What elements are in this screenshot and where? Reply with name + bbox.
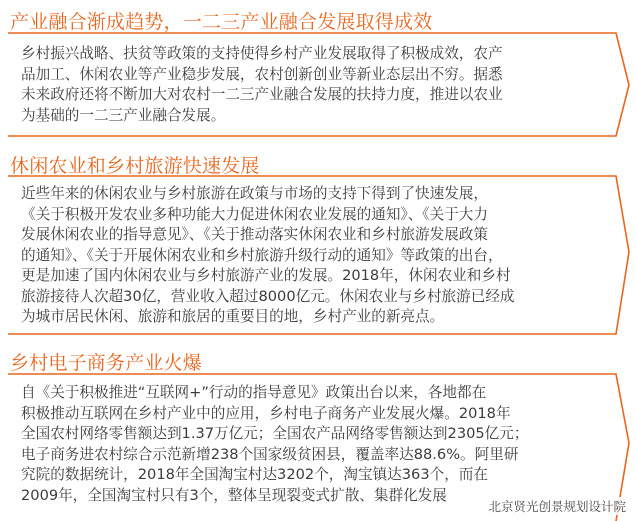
body-line: 《关于积极开发农业多种功能大力促进休闲农业发展的通知》、《关于大力 (21, 205, 488, 223)
body-line: 为城市居民休闲、旅游和旅居的重要目的地，乡村产业的新亮点。 (21, 308, 445, 325)
body-line: 的通知》、《关于开展休闲农业和乡村旅游升级行动的通知》等政策的出台， (21, 246, 503, 264)
section-body (21, 44, 619, 126)
section-leisure-agriculture (0, 146, 636, 341)
body-line: 2009年，全国淘宝村只有3个，整体呈现裂变式扩散、集群化发展 (21, 486, 447, 504)
body-line: 未来政府还将不断加大对农村一二三产业融合发展的扶持力度，推进以农业 (21, 86, 503, 103)
section-heading: 休闲农业和乡村旅游快速发展 (10, 155, 260, 177)
body-line: 发展休闲农业的指导意见》、《关于推动落实休闲农业和乡村旅游发展政策 (21, 226, 488, 243)
body-line: 全国农村网络零售额达到1.37万亿元；全国农产品网络零售额达到2305亿元； (21, 425, 529, 442)
body-line: 为基础的一二三产业融合发展。 (21, 106, 226, 124)
watermark: 北京贤光创景规划设计院 (488, 499, 626, 514)
body-line: 乡村振兴战略、扶贫等政策的支持使得乡村产业发展取得了积极成效，农产 (21, 45, 503, 62)
body-line: 积极推动互联网在乡村产业中的应用，乡村电子商务产业发展火爆。2018年 (21, 404, 511, 422)
body-line: 近些年来的休闲农业与乡村旅游在政策与市场的支持下得到了快速发展， (21, 185, 489, 202)
body-line: 电子商务进农村综合示范新增238个国家级贫困县，覆盖率达88.6%。阿里研 (21, 445, 519, 463)
section-body (21, 383, 619, 506)
section-body (21, 184, 619, 328)
body-line: 品加工、休闲农业等产业稳步发展，农村创新创业等新业态层出不穷。据悉 (21, 65, 503, 83)
body-line: 旅游接待人次超30亿，营业收入超过8000亿元。休闲农业与乡村旅游已经成 (21, 287, 515, 305)
section-heading: 产业融合渐成趋势，一二三产业融合发展取得成效 (10, 11, 433, 33)
section-rural-ecommerce (0, 343, 636, 521)
section-heading: 乡村电子商务产业火爆 (10, 352, 203, 374)
body-line: 更是加速了国内休闲农业与乡村旅游产业的发展。2018年，休闲农业和乡村 (21, 267, 511, 284)
section-industry-integration (0, 0, 636, 145)
body-line: 究院的数据统计，2018年全国淘宝村达3202个，淘宝镇达363个，而在 (21, 466, 488, 483)
body-line: 自《关于积极推进“互联网+”行动的指导意见》政策出台以来，各地都在 (21, 384, 487, 401)
